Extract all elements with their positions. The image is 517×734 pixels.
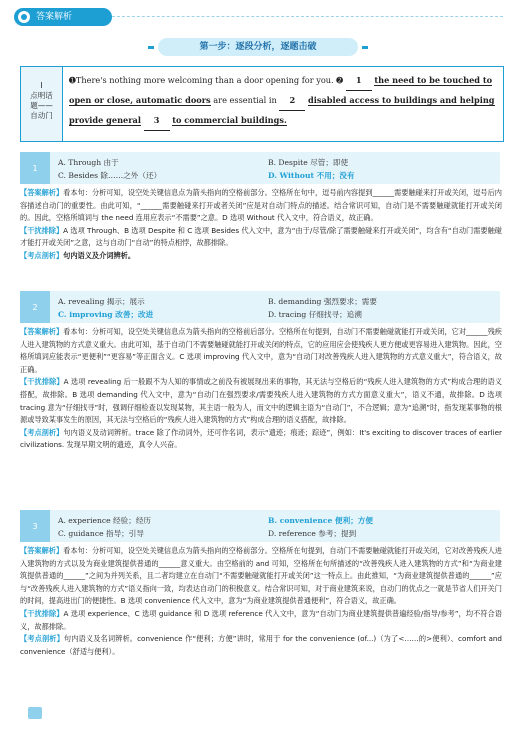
option-d: D. reference 参考；提到 [268,529,357,538]
header-divider [112,16,503,17]
page-number-marker [28,707,42,719]
option-c-correct: C. improving 改善；改进 [58,310,154,319]
answer-analysis: 【答案解析】看本句：分析可知，设空处关键信息点为箭头指向的空格前后部分。空格所在句提到，自动门不需要触碰就能打开或关闭，它对______残疾人进入建筑物的方式意义重大。由此可知，基于自动门不需要触碰就能打开或关闭的特点，它的应用应会使残疾人更方便或更容易进入建筑物。因此，空格所填词应能表示“更便利”“更容易”等正面含义。C 选项 improving 代入文中，意为“自动门对改善残疾人进入建筑物的方式意义重大”，符合语义，故正确。 [20,327,502,374]
passage-line: are essential in [213,95,277,105]
label-line: 点明话 [30,91,53,100]
section-tag: 【考点剖析】 [20,634,64,644]
blank-3: 3 [144,111,170,131]
option-d-correct: D. Without 不用；没有 [268,171,355,180]
option-d: D. tracing 仔细找寻；追溯 [268,310,362,319]
q3-options [20,510,500,542]
q1-analysis [20,187,502,263]
option-a: A. Through 由于 [58,158,119,167]
q3-analysis [20,545,502,658]
step-title: 第一步：逐段分析，逐题击破 [158,38,358,56]
section-tag: 【答案解析】 [20,188,64,197]
answer-analysis: 【答案解析】看本句：分析可知，设空处关键信息点为箭头指向的空格前部分。空格所在句提到，自动门不需要触碰就能打开或关闭，它对改善残疾人进入建筑物的方式以及为商业建筑提供普通的______意义重大。由空格前的 and 可知，空格所在句所描述的“改善残疾人进入建筑物的方式”和“为商业建筑提供普通的______”之间为并列关系，且二者均建立在自动门“不需要触碰就能打开或关闭”这一特点上。由此推知，“为商业建筑提供普通的______”应与“改善残疾人进入建筑物的方式”语义指向一致，均表达自动门的积极意义。结合常识可知，对于商业建筑来说，自动门的优点之一就是节省人们开关门的时间，提高进出门的便捷性。B 选项 convenience 代入文中，意为“为商业建筑提供普通便利”，符合语义，故正确。 [20,546,502,606]
question-number: 3 [20,510,50,542]
section-tag: 【答案解析】 [20,546,64,555]
option-b: B. demanding 强烈要求；需要 [268,297,377,306]
label-line: 题—— [30,101,53,110]
label-line: 自动门 [30,111,53,120]
option-a: A. experience 经验；经历 [58,516,152,525]
section-tag: 【考点剖析】 [20,250,64,260]
distractor-analysis: 【干扰排除】A 选项 experience、C 选项 guidance 和 D 选项 reference 代入文中，意为“自动门为商业建筑提供普遍经验/指导/参考”，均不符合语义，故都排除。 [20,608,502,631]
q2-analysis [20,326,502,452]
q1-options [20,152,500,184]
passage-line: provide general [69,115,141,125]
option-b-correct: B. convenience 便利；方便 [268,516,373,525]
option-a: A. revealing 揭示；展示 [58,297,145,306]
passage-box [20,66,504,142]
blank-2: 2 [279,91,305,111]
section-tag: 【考点剖析】 [20,427,64,437]
option-c: C. guidance 指导；引导 [58,529,144,538]
section-tag: 【干扰排除】 [20,608,64,618]
section-tag: 【答案解析】 [20,327,64,336]
section-tag: 【干扰排除】 [20,377,64,387]
badge-label: 答案解析 [36,12,73,22]
passage-line: open or close, automatic doors [69,95,211,105]
passage-line: ➊There's nothing more welcoming than a door opening for you. ➋ [69,75,344,85]
passage-line: to commercial buildings. [172,115,287,125]
label-line: I [40,81,43,90]
passage-line: disabled access to buildings and helping [308,95,495,105]
passage-label [21,67,63,141]
option-c: C. Besides 除……之外（还） [58,171,162,180]
key-point: 【考点剖析】句内语义及动词辨析。trace 除了作动词外，还可作名词，表示“遗迹；痕迹；踪迹”，例如：It's exciting to discover traces of earlier civilizations. 发现早期文明的遗迹，真令人兴奋。 [20,427,502,450]
answer-analysis: 【答案解析】看本句：分析可知，设空处关键信息点为箭头指向的空格前部分。空格所在句中，逗号前内容提到______需要触碰来打开或关闭，逗号后内容描述自动门的重要性。由此可知，“______需要触碰来打开或者关闭”应是对自动门特点的描述。结合常识可知，自动门是不需要触碰就能打开或关闭的。因此，空格所填词与 the need 连用应表示“不需要”之意。D 选项 Without 代入文中，符合语义，故正确。 [20,188,502,223]
section-tag: 【干扰排除】 [20,225,64,235]
blank-1: 1 [346,71,372,91]
answer-analysis-badge [14,8,112,26]
q2-options [20,291,500,323]
key-point: 【考点剖析】句内语义及名词辨析。convenience 作“便利；方便”讲时，常用于 for the convenience (of...)（为了<……的>便利）、comfort and convenience（舒适与便利）。 [20,634,502,656]
circle-icon [18,11,30,23]
key-point: 【考点剖析】句内语义及介词辨析。 [20,250,136,260]
passage-text [69,71,499,131]
question-number: 2 [20,291,50,323]
distractor-analysis: 【干扰排除】A 选项 revealing 后一般跟不为人知的事情或之前没有被展现出来的事物，其无法与空格后的“残疾人进入建筑物的方式”构成合理的语义搭配，故排除。B 选项 demanding 代入文中，意为“自动门在强烈要求/需要残疾人进入建筑物的方式方面意义重大”，语义不通，故排除。D 选项 tracing 意为“仔细找寻”时，强调仔细检查以发现某物，其主语一般为人，而文中的逻辑主语为“自动门”，不合逻辑；意为“追溯”时，指发现某事物的根源或导致某事发生的原因，其无法与空格后的“残疾人进入建筑物的方式”构成合理的语义搭配，故排除。 [20,377,502,425]
distractor-analysis: 【干扰排除】A 选项 Through、B 选项 Despite 和 C 选项 Besides 代入文中，意为“由于/尽管/除了需要触碰来打开或关闭”，均含有“自动门需要触碰才能打开或关闭”之意，这与自动门“自动”的特点相悖，故都排除。 [20,225,502,248]
passage-line: the need to be touched to [374,75,493,85]
option-b: B. Despite 尽管；即使 [268,158,349,167]
question-number: 1 [20,152,50,184]
